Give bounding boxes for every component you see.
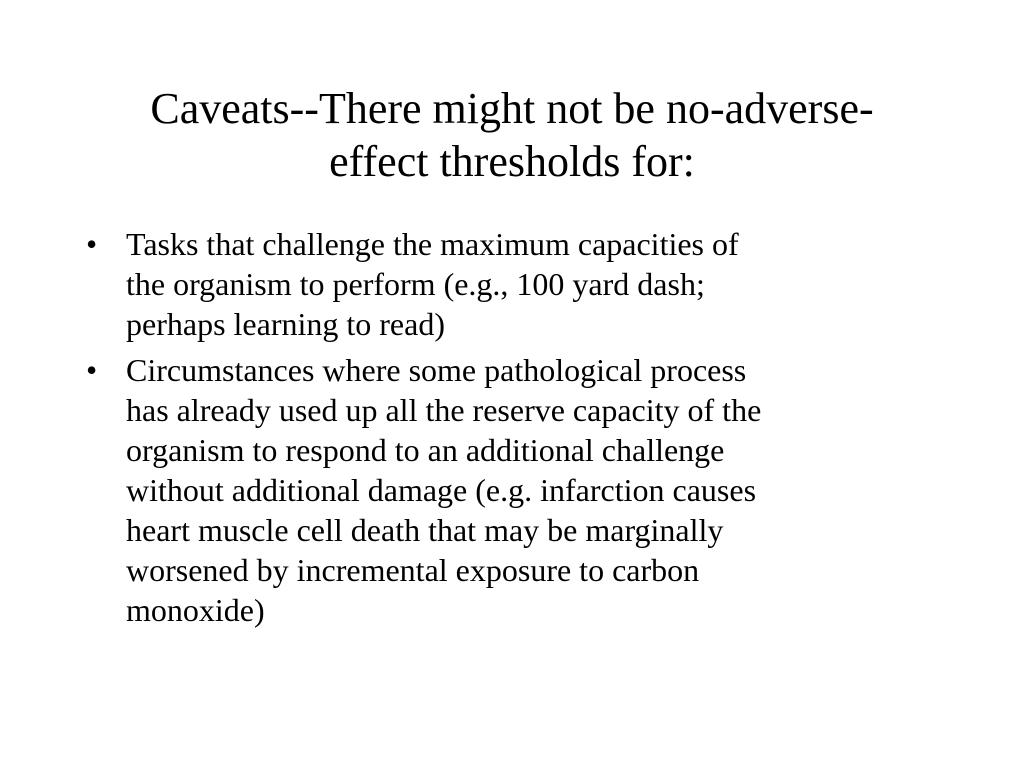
bullet-text-line: has already used up all the reserve capacity of the xyxy=(126,392,762,428)
bullet-text-line: organism to respond to an additional challenge xyxy=(126,432,725,468)
bullet-list xyxy=(86,224,946,636)
bullet-dot-icon: • xyxy=(86,226,98,262)
bullet-text xyxy=(126,224,946,344)
bullet-item-circumstances xyxy=(86,350,946,630)
bullet-dot-icon: • xyxy=(86,352,98,388)
bullet-text-line: without additional damage (e.g. infarction causes xyxy=(126,472,757,508)
bullet-text-line: worsened by incremental exposure to carbon xyxy=(126,552,700,588)
bullet-text-line: heart muscle cell death that may be marginally xyxy=(126,512,724,548)
bullet-text-line: Circumstances where some pathological process xyxy=(126,352,747,388)
slide-title-line: effect thresholds for: xyxy=(329,137,695,186)
bullet-text-line: Tasks that challenge the maximum capacities of xyxy=(126,226,739,262)
slide-title-line: Caveats--There might not be no-adverse- xyxy=(150,84,874,133)
bullet-item-tasks xyxy=(86,224,946,344)
bullet-text-line: the organism to perform (e.g., 100 yard dash; xyxy=(126,266,705,302)
bullet-text xyxy=(126,350,946,630)
slide-title xyxy=(60,82,964,188)
bullet-text-line: monoxide) xyxy=(126,592,265,628)
bullet-text-line: perhaps learning to read) xyxy=(126,306,445,342)
